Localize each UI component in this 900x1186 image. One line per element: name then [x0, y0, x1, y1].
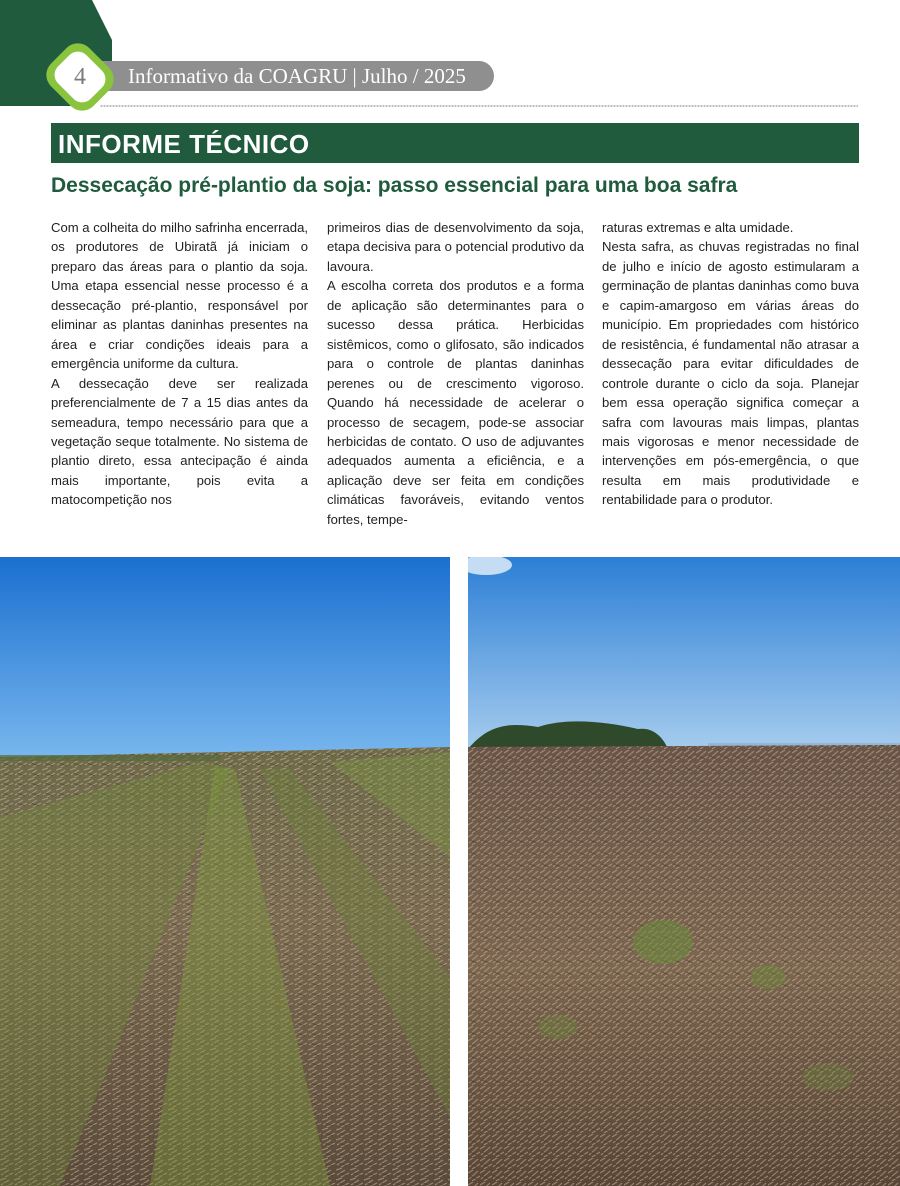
article-headline: Dessecação pré-plantio da soja: passo essencial para uma boa safra	[51, 174, 738, 197]
header-divider	[100, 104, 858, 108]
field-photo-left-image	[0, 557, 450, 1186]
paragraph: primeiros dias de desenvolvimento da soja, etapa decisiva para o potencial produtivo da lavoura.	[327, 220, 584, 274]
publication-title: Informativo da COAGRU | Julho / 2025	[128, 64, 466, 88]
paragraph: Nesta safra, as chuvas registradas no final de julho e início de agosto estimularam a germinação de plantas daninhas como buva e capim-amargoso em várias áreas do município. Em propriedades com histórico de resistência, é fundamental não atrasar a dessecação para evitar dificuldades de controle durante o ciclo da soja. Planejar bem essa operação significa começar a safra com lavouras mais limpas, plantas mais vigorosas e menor necessidade de intervenções em pós-emergência, o que resulta em mais produtividade e rentabilidade para o produtor.	[602, 239, 859, 508]
paragraph: raturas extremas e alta umidade.	[602, 220, 794, 235]
article-column-1	[51, 218, 308, 510]
section-title: INFORME TÉCNICO	[58, 129, 310, 159]
article-column-3	[602, 218, 859, 510]
field-photo-right-image	[468, 557, 900, 1186]
article-column-2	[327, 218, 584, 529]
paragraph: Com a colheita do milho safrinha encerrada, os produtores de Ubiratã já iniciam o preparo das áreas para o plantio da soja. Uma etapa essencial nesse processo é a dessecação pré-plantio, responsável por eliminar as plantas daninhas presentes na área e criar condições ideais para a emergência uniforme da cultura.	[51, 220, 308, 372]
field-photo-left	[0, 557, 450, 1186]
field-photo-right	[468, 557, 900, 1186]
paragraph: A dessecação deve ser realizada preferencialmente de 7 a 15 dias antes da semeadura, tempo necessário para que a vegetação seque totalmente. No sistema de plantio direto, essa antecipação é ainda mais importante, pois evita a matocompetição nos	[51, 375, 308, 508]
page-number: 4	[74, 64, 86, 90]
paragraph: A escolha correta dos produtos e a forma de aplicação são determinantes para o sucesso dessa prática. Herbicidas sistêmicos, como o glifosato, são indicados para o controle de plantas daninhas perenes ou de crescimento vigoroso. Quando há necessidade de acelerar o processo de secagem, pode-se associar herbicidas de contato. O uso de adjuvantes adequados aumenta a eficiência, e a aplicação deve ser feita em condições climáticas favoráveis, evitando ventos fortes, tempe-	[327, 278, 584, 527]
